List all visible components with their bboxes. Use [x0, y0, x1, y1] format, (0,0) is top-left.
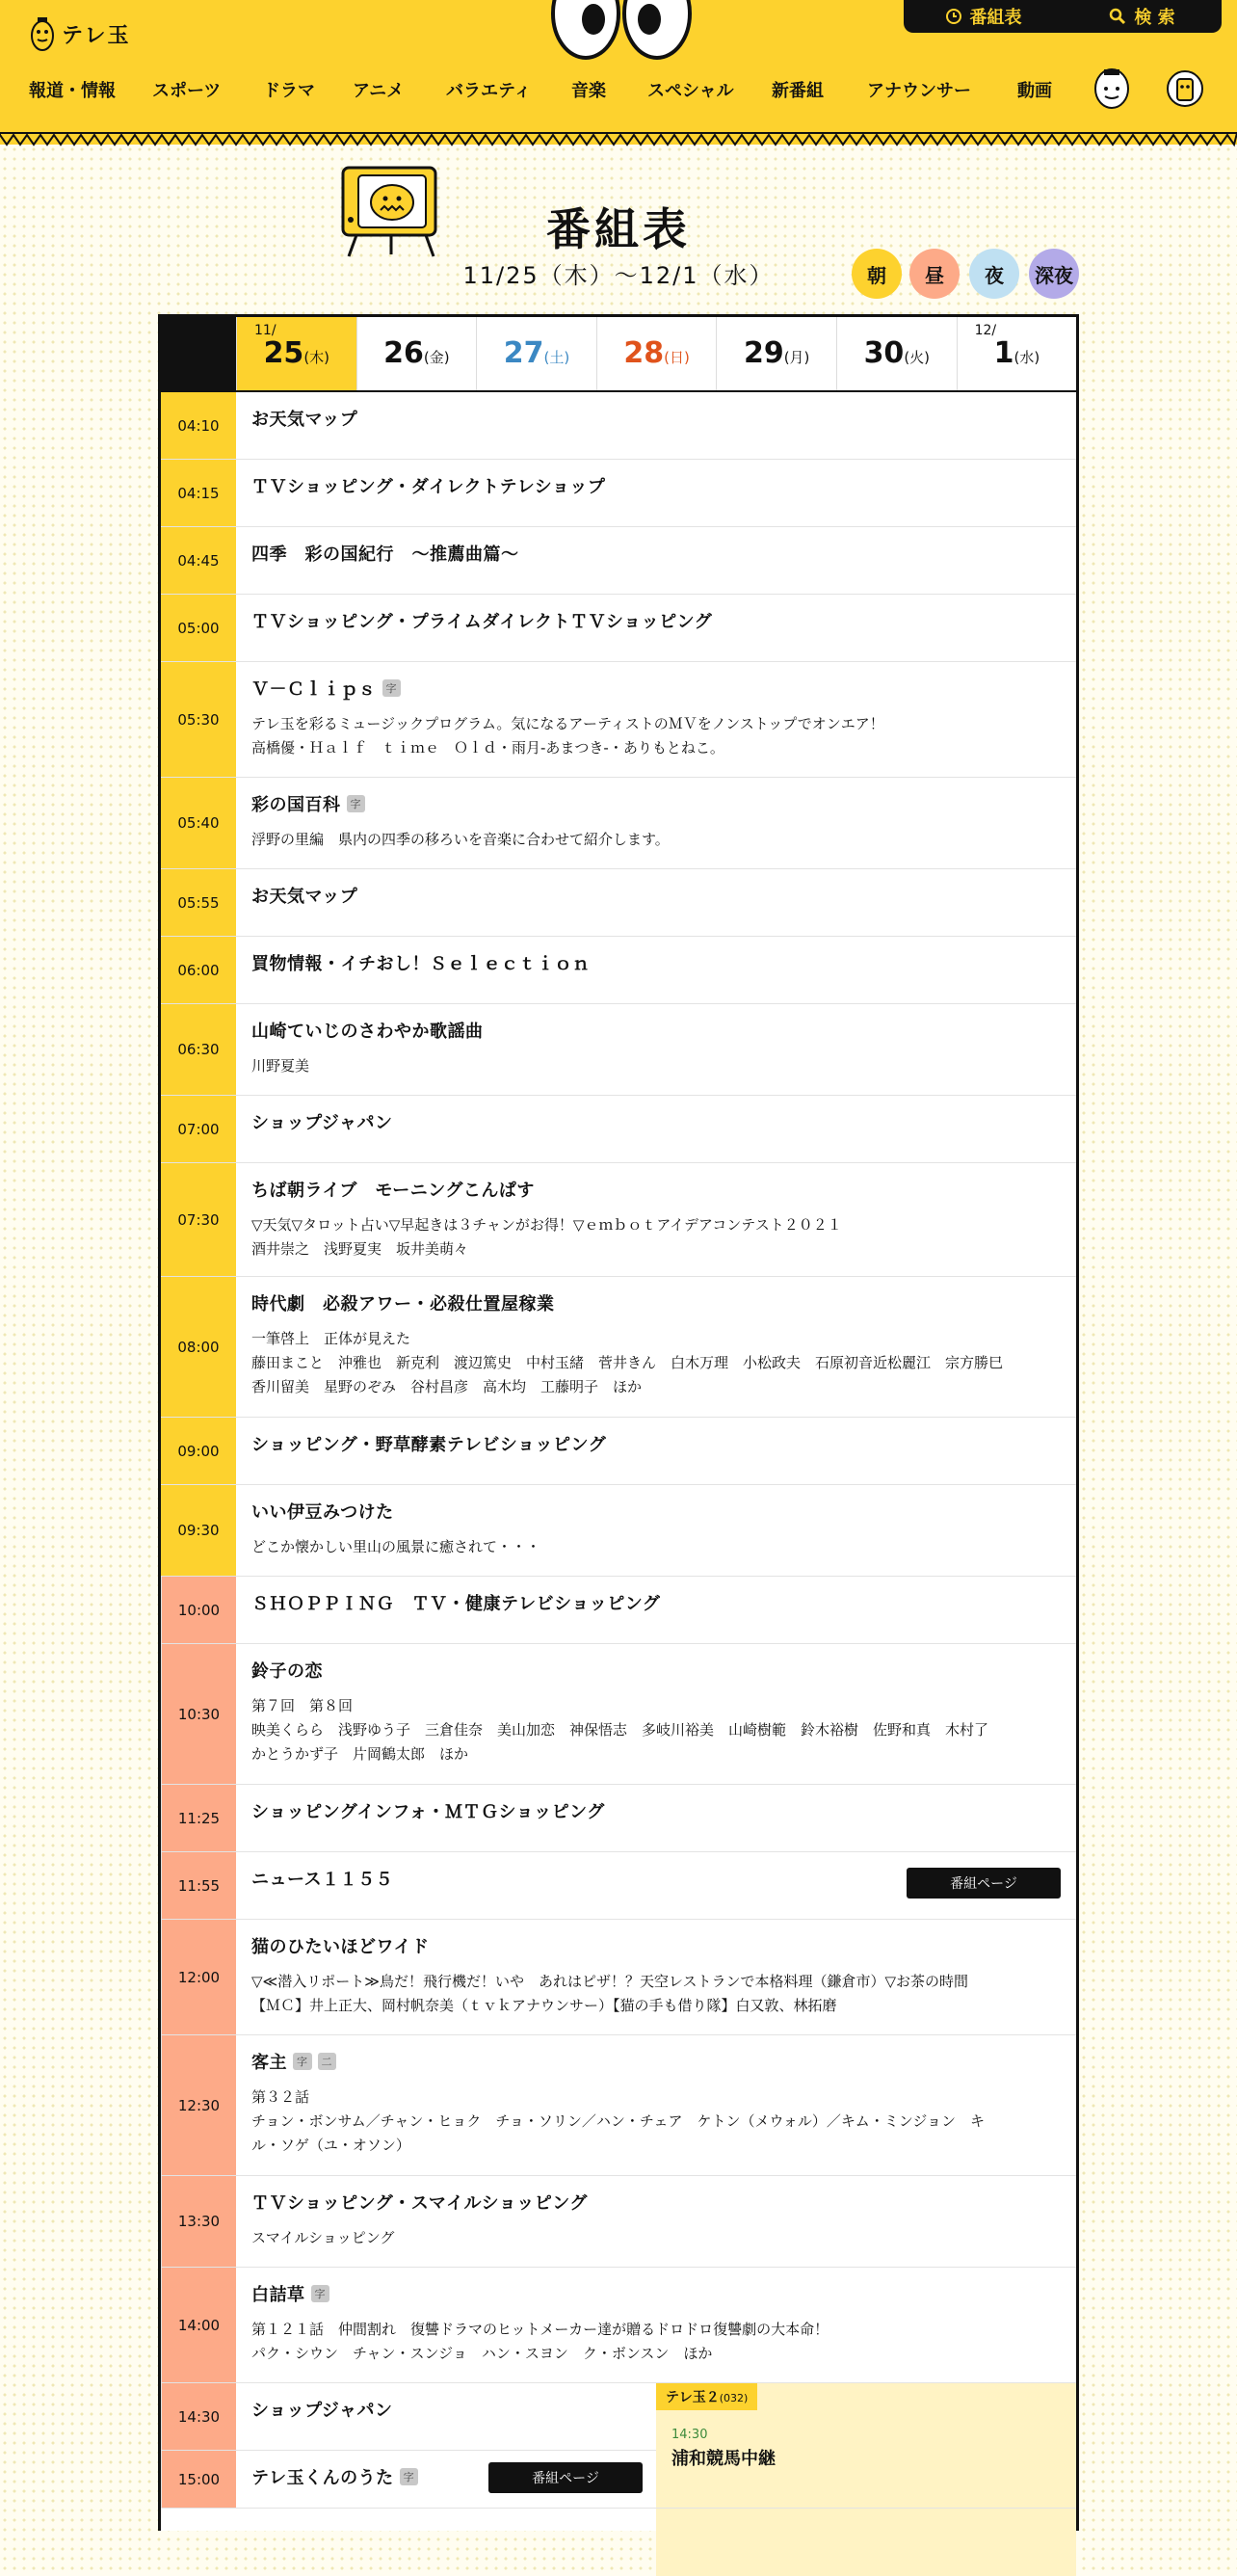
program-time: 05:55	[161, 869, 236, 936]
program-time: 06:30	[161, 1004, 236, 1095]
day-tab-number: 27	[503, 336, 544, 370]
day-tab-weekday: (水)	[1013, 349, 1040, 366]
program-title[interactable]: 彩の国百科	[251, 795, 341, 815]
program-title-line	[251, 950, 1061, 975]
search-button[interactable]	[1063, 4, 1222, 29]
time-of-day-morning[interactable]: 朝	[852, 249, 902, 299]
day-tab-0[interactable]	[236, 317, 356, 390]
program-row	[161, 1785, 1076, 1852]
time-of-day-late-night[interactable]: 深夜	[1029, 249, 1079, 299]
program-cell[interactable]	[236, 392, 1076, 459]
nav-variety[interactable]: バラエティ	[446, 81, 532, 101]
program-time: 05:40	[161, 778, 236, 868]
program-row	[161, 2383, 1076, 2469]
program-cell[interactable]	[236, 1096, 1076, 1162]
program-row	[161, 2451, 1076, 2509]
program-title[interactable]: ショップジャパン	[251, 2401, 393, 2421]
program-title-line	[251, 1290, 1061, 1315]
program-time: 12:30	[161, 2035, 236, 2175]
egg-mascot-icon	[29, 15, 56, 52]
program-title-line	[251, 1590, 1061, 1615]
program-row	[161, 527, 1076, 595]
day-tab-3[interactable]	[596, 317, 717, 390]
nav-drama[interactable]: ドラマ	[263, 81, 315, 101]
program-title-line	[251, 1431, 1061, 1456]
program-title[interactable]: 買物情報・イチおし！Ｓｅｌｅｃｔｉｏｎ	[251, 954, 591, 974]
program-title-line	[251, 406, 1061, 431]
program-time: 11:25	[161, 1785, 236, 1851]
program-title[interactable]: 白詰草	[251, 2285, 305, 2305]
search-button-label: 検 索	[1134, 8, 1175, 28]
subtitle-badge: 字	[293, 2053, 312, 2070]
day-tab-weekday: (火)	[904, 349, 931, 366]
program-title-line	[251, 791, 1061, 816]
day-tab-date	[837, 336, 957, 370]
subtitle-badge: 字	[347, 795, 366, 812]
program-cell[interactable]	[236, 778, 1076, 868]
program-cell[interactable]	[236, 1277, 1076, 1417]
day-tab-1[interactable]	[356, 317, 477, 390]
program-title-line	[251, 2281, 1061, 2306]
program-row	[161, 2035, 1076, 2176]
program-title-line	[251, 1018, 1061, 1043]
day-tab-6[interactable]	[957, 317, 1077, 390]
time-of-day-daytime[interactable]: 昼	[909, 249, 960, 299]
program-time: 06:00	[161, 937, 236, 1003]
program-cell[interactable]	[236, 937, 1076, 1003]
day-tab-4[interactable]	[716, 317, 836, 390]
program-time: 07:30	[161, 1163, 236, 1276]
program-time: 05:00	[161, 595, 236, 661]
program-time: 04:10	[161, 392, 236, 459]
program-cell[interactable]	[236, 1644, 1076, 1784]
program-title-line	[251, 2464, 1061, 2489]
day-tab-number: 25	[263, 336, 304, 370]
program-title[interactable]: ショップジャパン	[251, 1113, 393, 1133]
program-cell[interactable]	[236, 2176, 1076, 2267]
title-area	[0, 154, 1237, 308]
program-row	[161, 392, 1076, 460]
program-title-line	[251, 473, 1061, 498]
program-title-line	[251, 2049, 1061, 2074]
program-row	[161, 937, 1076, 1004]
program-description: 浮野の里編 県内の四季の移ろいを音楽に合わせて紹介します。	[251, 831, 670, 848]
sub-channel-code: (032)	[719, 2392, 749, 2404]
program-cell[interactable]	[236, 1163, 1076, 1276]
program-cell[interactable]	[236, 460, 1076, 526]
nav-video[interactable]: 動画	[1017, 81, 1052, 101]
day-tab-number: 1	[993, 336, 1014, 370]
day-tab-date	[597, 336, 717, 370]
program-time: 04:15	[161, 460, 236, 526]
schedule-button-label: 番組表	[969, 8, 1022, 28]
program-row	[161, 1096, 1076, 1163]
program-row	[161, 1485, 1076, 1577]
site-header	[0, 0, 1237, 145]
program-title[interactable]: お天気マップ	[251, 410, 358, 430]
program-time: 14:30	[161, 2383, 236, 2450]
program-row	[161, 595, 1076, 662]
nav-news[interactable]: 報道・情報	[29, 81, 116, 101]
program-title-line	[251, 883, 1061, 908]
program-cell[interactable]	[236, 869, 1076, 936]
nav-anime[interactable]: アニメ	[353, 81, 405, 101]
tama-egg-character-icon[interactable]	[1092, 64, 1131, 110]
program-title-line	[251, 1933, 1061, 1958]
top-button-bar	[904, 0, 1222, 33]
nav-special[interactable]: スペシャル	[647, 81, 734, 101]
program-row	[161, 662, 1076, 778]
program-row	[161, 2268, 1076, 2383]
sub-channel-time: 14:30	[671, 2428, 708, 2442]
site-logo[interactable]	[29, 15, 131, 52]
program-row	[161, 2176, 1076, 2268]
clock-icon	[945, 8, 962, 25]
nav-new-programs[interactable]: 新番組	[772, 81, 824, 101]
program-time: 04:45	[161, 527, 236, 594]
program-cell[interactable]	[236, 2383, 1076, 2469]
program-cell[interactable]	[236, 1852, 1076, 1919]
program-cell[interactable]	[236, 1004, 1076, 1095]
program-title[interactable]: ＴＶショッピング・プライムダイレクトＴＶショッピング	[251, 612, 713, 632]
program-time: 05:30	[161, 662, 236, 777]
program-title[interactable]: 鈴子の恋	[251, 1661, 323, 1682]
program-time: 13:30	[161, 2176, 236, 2267]
program-title[interactable]: ＴＶショッピング・スマイルショッピング	[251, 2193, 588, 2214]
page-title: 番組表	[546, 203, 691, 255]
nav-sports[interactable]: スポーツ	[152, 81, 222, 101]
program-description: 第７回 第８回 映美くらら 浅野ゆう子 三倉佳奈 美山加恋 神保悟志 多岐川裕美 山崎樹範 鈴木裕樹 佐野和真 木村了 かとうかず子 片岡鶴太郎 ほか	[251, 1697, 989, 1763]
day-tab-weekday: (金)	[423, 349, 450, 366]
program-time: 14:00	[161, 2268, 236, 2382]
header-zigzag-edge	[0, 133, 1237, 146]
program-title[interactable]: お天気マップ	[251, 887, 358, 907]
program-title[interactable]: ＴＶショッピング・ダイレクトテレショップ	[251, 477, 606, 497]
program-description: 川野夏美	[251, 1057, 310, 1075]
program-title[interactable]: ＳＨＯＰＰＩＮＧ ＴＶ・健康テレビショッピング	[251, 1594, 661, 1614]
program-title[interactable]: テレ玉くんのうた	[251, 2468, 394, 2488]
day-tab-date	[357, 336, 477, 370]
program-title[interactable]: 時代劇 必殺アワー・必殺仕置屋稼業	[251, 1294, 555, 1315]
program-cell[interactable]	[236, 2268, 1076, 2382]
program-cell[interactable]	[236, 527, 1076, 594]
day-tabs	[161, 317, 1076, 392]
program-time: 15:00	[161, 2451, 236, 2508]
program-row	[161, 1418, 1076, 1485]
program-title[interactable]: 山崎ていじのさわやか歌謡曲	[251, 1022, 484, 1042]
program-description: テレ玉を彩るミュージックプログラム。気になるアーティストのＭＶをノンストップでオンエア！ 高橋優・Ｈａｌｆ ｔｉｍｅ Ｏｌｄ・雨月-あまつき-・ありもとねこ。	[251, 715, 884, 757]
program-row	[161, 1644, 1076, 1785]
program-cell[interactable]	[236, 1485, 1076, 1576]
program-cell[interactable]	[236, 2035, 1076, 2175]
program-description: 一筆啓上 正体が見えた 藤田まこと 沖雅也 新克利 渡辺篤史 中村玉緒 菅井きん 白木万理 小松政夫 石原初音近松麗江 宗方勝巳 香川留美 星野のぞみ 谷村昌彦 高木均 工藤明子 ほか	[251, 1330, 1004, 1395]
program-time: 11:55	[161, 1852, 236, 1919]
day-tab-weekday: (木)	[303, 349, 330, 366]
day-tab-number: 29	[743, 336, 784, 370]
program-row	[161, 460, 1076, 527]
program-cell[interactable]	[236, 1785, 1076, 1851]
schedule-button[interactable]	[904, 4, 1063, 29]
program-description: スマイルショッピング	[251, 2229, 395, 2246]
mascot-eyes-icon	[549, 0, 694, 60]
program-title[interactable]: ショッピング・野草酵素テレビショッピング	[251, 1435, 607, 1455]
program-description: ▽≪潜入リポート≫鳥だ！飛行機だ！いや あれはピザ！？天空レストランで本格料理（鎌倉市）▽お茶の時間 【ＭＣ】井上正大、岡村帆奈美（ｔｖｋアナウンサー）【猫の手も借り隊】白又敦、林拓磨	[251, 1973, 969, 2014]
program-cell[interactable]	[236, 1920, 1076, 2034]
program-time: 09:30	[161, 1485, 236, 1576]
program-title-line	[251, 1658, 1061, 1683]
subtitle-badge: 字	[400, 2468, 419, 2485]
program-time: 10:30	[161, 1644, 236, 1784]
program-title[interactable]: ニュース１１５５	[251, 1870, 394, 1890]
program-title[interactable]: 客主	[251, 2053, 287, 2073]
day-tab-month: 12/	[974, 323, 997, 338]
subtitle-badge: 字	[311, 2285, 330, 2302]
program-cell[interactable]	[236, 662, 1076, 777]
day-tab-weekday: (月)	[783, 349, 810, 366]
day-tabs-corner	[161, 317, 236, 390]
program-title[interactable]: 猫のひたいほどワイド	[251, 1937, 430, 1957]
program-row	[161, 778, 1076, 869]
sub-channel-title[interactable]: 浦和競馬中継	[671, 2449, 776, 2469]
program-title-line	[251, 676, 1061, 701]
day-tab-number: 26	[383, 336, 424, 370]
main-nav	[0, 77, 1237, 106]
date-range: 11/25（木）〜12/1（水）	[462, 262, 775, 289]
program-description: 第３２話 チョン・ボンサム／チャン・ヒョク チョ・ソリン／ハン・チェア ケトン（メウォル）／キム・ミンジョン キ ル・ソゲ（ユ・オソン）	[251, 2088, 986, 2154]
subtitle-badge: 字	[382, 679, 402, 697]
program-row	[161, 1004, 1076, 1096]
tama-zeba-character-icon[interactable]	[1166, 64, 1204, 110]
program-title[interactable]: Ｖ－Ｃｌｉｐｓ	[251, 679, 377, 700]
program-title-line	[251, 541, 1061, 566]
program-cell[interactable]	[236, 2451, 1076, 2508]
program-title-line	[251, 1798, 1061, 1823]
program-cell[interactable]	[236, 595, 1076, 661]
day-tab-2[interactable]	[476, 317, 596, 390]
program-title[interactable]: 四季 彩の国紀行 ～推薦曲篇～	[251, 544, 519, 565]
day-tab-date	[477, 336, 596, 370]
search-icon	[1109, 8, 1126, 25]
day-tab-date	[717, 336, 836, 370]
day-tab-5[interactable]	[836, 317, 957, 390]
program-row	[161, 1577, 1076, 1644]
program-page-button[interactable]: 番組ページ	[488, 2462, 643, 2493]
program-title[interactable]: ちば朝ライブ モーニングこんぱす	[251, 1181, 535, 1201]
program-title-line	[251, 1177, 1061, 1202]
day-tab-weekday: (日)	[664, 349, 690, 366]
program-time: 10:00	[161, 1577, 236, 1643]
nav-announcers[interactable]: アナウンサー	[867, 81, 971, 101]
day-tab-weekday: (土)	[543, 349, 570, 366]
program-row	[161, 869, 1076, 937]
program-row	[161, 1277, 1076, 1418]
program-title-line	[251, 608, 1061, 633]
sub-channel-name: テレ玉２	[666, 2390, 720, 2405]
day-tab-date	[958, 336, 1077, 370]
program-title[interactable]: ショッピングインフォ・ＭＴＧショッピング	[251, 1802, 605, 1822]
program-time: 09:00	[161, 1418, 236, 1484]
schedule-grid	[158, 314, 1079, 2531]
program-description: どこか懐かしい里山の風景に癒されて・・・	[251, 1538, 541, 1555]
sub-channel-label	[656, 2383, 757, 2410]
program-time: 12:00	[161, 1920, 236, 2034]
program-time: 08:00	[161, 1277, 236, 1417]
program-time: 07:00	[161, 1096, 236, 1162]
program-description: 第１２１話 仲間割れ 復讐ドラマのヒットメーカー達が贈るドロドロ復讐劇の大本命！ パク・シウン チャン・スンジョ ハン・スヨン ク・ボンスン ほか	[251, 2321, 829, 2362]
bilingual-badge: 二	[318, 2053, 337, 2070]
day-tab-number: 30	[863, 336, 905, 370]
program-cell[interactable]	[236, 1418, 1076, 1484]
program-row	[161, 1852, 1076, 1920]
program-title-line	[251, 2190, 1061, 2215]
program-title-line	[251, 1499, 1061, 1524]
program-title[interactable]: いい伊豆みつけた	[251, 1502, 394, 1523]
program-cell[interactable]	[236, 1577, 1076, 1643]
program-description: ▽天気▽タロット占い▽早起きは３チャンがお得！▽ｅｍｂｏｔアイデアコンテスト２０２１ 酒井崇之 浅野夏実 坂井美萌々	[251, 1216, 842, 1258]
program-row	[161, 1163, 1076, 1277]
day-tab-number: 28	[623, 336, 665, 370]
program-title-line	[251, 1109, 1061, 1134]
logo-text: テレ玉	[62, 23, 131, 48]
program-row	[161, 1920, 1076, 2035]
nav-music[interactable]: 音楽	[571, 81, 606, 101]
day-tab-month: 11/	[254, 323, 276, 338]
day-tab-date	[237, 336, 356, 370]
program-page-button[interactable]: 番組ページ	[907, 1868, 1061, 1899]
time-of-day-night[interactable]: 夜	[969, 249, 1019, 299]
